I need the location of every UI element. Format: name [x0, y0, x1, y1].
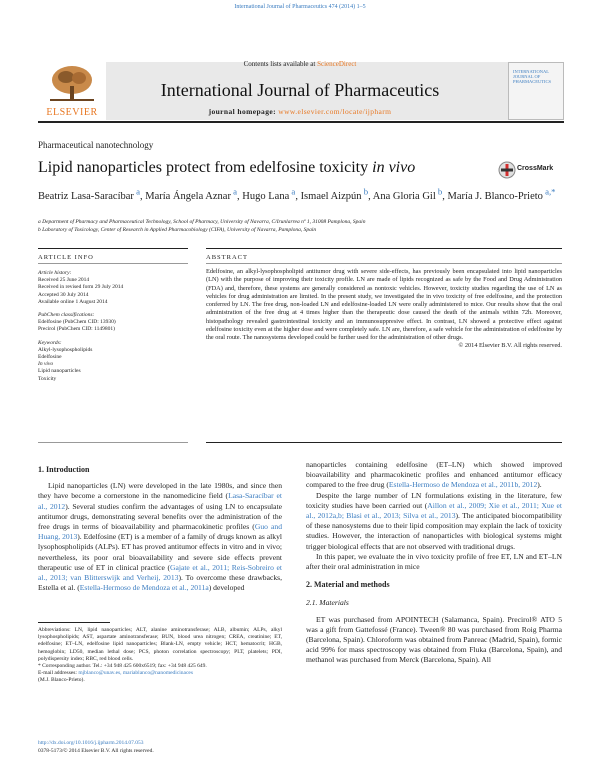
right-column [306, 460, 562, 666]
citation-link[interactable]: Lasa-Saracíbar et al., 2012 [38, 491, 282, 511]
abstract-heading: ABSTRACT [206, 254, 248, 261]
issn-copyright: 0378-5173/© 2014 Elsevier B.V. All rights reserved. [38, 747, 154, 754]
title-italic: in vivo [372, 159, 416, 176]
pubchem-item: Edelfosine (PubChem CID: 13930) [38, 319, 116, 326]
paragraph: Despite the large number of LN formulations existing in the literature, few toxicity studies have been carried out (Aillon et al., 2009; Xie et al., 2011; Xue et al., 2012a,b; Blasi et al., 2013; Silva et al., 2013). The anticipated biocompatibility of these nanosystems due to their lipid composition may explain the lack of toxicity studies. However, the interaction of nanoparticles with biological systems might trigger biological effects that are not observed with traditional drugs. [306, 490, 562, 551]
article-title [38, 159, 415, 177]
email-owner: (M.J. Blanco-Prieto). [38, 677, 85, 684]
divider [38, 442, 188, 443]
crossmark-label: CrossMark [517, 165, 554, 172]
divider [206, 263, 562, 264]
footnotes [38, 627, 282, 685]
author[interactable]: , Hugo Lana $^a$ [237, 186, 296, 202]
history-item: Available online 1 August 2014 [38, 298, 108, 305]
email-note: E-mail addresses: mjblanco@unav.es, mariablanco@nanomedicinaces [38, 670, 194, 677]
publisher-name: ELSEVIER [46, 107, 98, 118]
citation-link[interactable]: Gajate et al., 2011; Reis-Sobreiro et al., 2013; van Blitterswijk and Verheij, 2013 [38, 562, 282, 583]
paragraph: In this paper, we evaluate the in vivo toxicity profile of free ET, LN and ET–LN after their oral administration in mice [306, 551, 562, 572]
author[interactable]: , Ismael Aizpún $^b$ [295, 186, 369, 202]
footnote-rule [38, 622, 110, 623]
article-info [38, 270, 188, 383]
affiliations [38, 218, 558, 234]
crossmark-icon [498, 161, 516, 179]
author[interactable]: , María J. Blanco-Prieto $^{a,*}$ [442, 186, 556, 202]
cover-title: INTERNATIONAL JOURNAL OF PHARMACEUTICS [513, 69, 552, 84]
author-list [38, 184, 558, 204]
intro-paragraph: Lipid nanoparticles (LN) were developed in the late 1980s, and since then they have become a cornerstone in the nanomedicine field (Lasa-Saracíbar et al., 2012). Several studies confirm the advantages of using LN to encapsulate antitumor drugs, demonstrating several benefits over the administration of the free drugs in terms of bioavailability and pharmacokinetic profiles (Guo and Huang, 2013). Edelfosine (ET) is a member of a family of drugs known as alkyl lysophospholipids (ALPs). ET has proved antitumor effects in vitro and in vivo; nevertheless, its poor oral bioavailability and severe side effects prevent therapeutic use of ET in clinical practice (Gajate et al., 2011; Reis-Sobreiro et al., 2013; van Blitterswijk and Verheij, 2013). To overcome these drawbacks, Estella et al. (Estella-Hermoso de Mendoza et al., 2011a) developed [38, 481, 282, 593]
paragraph: nanoparticles containing edelfosine (ET–LN) which showed improved bioavailability and pharmacokinetic profiles and enhanced antitumor efficacy compared to the free drug (Estella-Hermoso de Mendoza et al., 2011b, 2012). [306, 460, 562, 490]
citation-link[interactable]: Estella-Hermoso de Mendoza et al., 2011a [79, 583, 209, 593]
citation-link[interactable]: Aillon et al., 2009; Xie et al., 2011; Xue et al., 2012a,b; Blasi et al., 2013; Silva et al., 2013 [306, 500, 562, 521]
crossmark-badge[interactable] [498, 161, 562, 179]
citation-link[interactable]: Estella-Hermoso de Mendoza et al., 2011b, 2012 [388, 480, 538, 490]
journal-citation-line[interactable]: International Journal of Pharmaceutics 474 (2014) 1–5 [234, 4, 366, 10]
section-label: Pharmaceutical nanotechnology [38, 140, 154, 150]
abstract-text: Edelfosine, an alkyl-lysophospholipid antitumor drug with severe side-effects, has previously been encapsulated into lipid nanoparticles (LN) with the purpose of improving their toxicity profile. LN are made of lipids recognized as safe by the Food and Drug Administration (FDA) and, therefore, these systems are generally considered as nontoxic vehicles. However, toxicity studies regarding the use of LN as vehicles for drug administration are limited. In the present study, we investigated the in vivo toxicity of free edelfosine, and the protection conferred by LN. The free drug, non-loaded LN and edelfosine-loaded LN were orally administered to mice. Our results show that the oral administration of the free drug at 4 times higher than the therapeutic dose caused the death of the animals within 72h. Moreover, histopathology revealed gastrointestinal toxicity and an immunosuppresive effect. In contrast, LN showed a protective effect against edelfosine toxicity even at the higher dose and were completely safe. LN are, therefore, a safe vehicle for the administration of edelfosine by the oral route. The nanosystems developed could be further used for the administration of other drugs. [206, 268, 562, 341]
email-link[interactable]: mjblanco@unav.es, mariablanco@nanomedicinaces [78, 670, 194, 677]
sciencedirect-link[interactable]: ScienceDirect [317, 60, 357, 68]
title-main: Lipid nanoparticles protect from edelfosine toxicity [38, 159, 373, 176]
doi-link[interactable]: http://dx.doi.org/10.1016/j.ijpharm.2014.07.053 [38, 740, 144, 746]
corresponding-author-note: * Corresponding author. Tel.: +34 948 425 600x6519; fax: +34 948 425 649. [38, 663, 207, 670]
divider [38, 248, 188, 249]
keywords-label: Keywords: [38, 339, 62, 346]
article-info-heading: ARTICLE INFO [38, 254, 94, 261]
pubchem-label: PubChem classifications: [38, 312, 95, 319]
paragraph: ET was purchased from APOINTECH (Salamanca, Spain). Precirol® ATO 5 was a gift from Gattefossé (France). Tween® 80 was purchased from Roig Pharma (Barcelona, Spain). Chloroform was obtained from Panreac (Madrid, Spain), formic acid 99% for mass spectroscopy was obtained from Fluka (Barcelona, Spain), and methanol was purchased from Merck (Barcelona, Spain). All [306, 614, 562, 665]
doi-block [38, 740, 154, 755]
divider [38, 263, 188, 264]
divider [206, 442, 562, 443]
keyword: Alkyl-lysophospholipids [38, 346, 93, 353]
header-rule [38, 121, 564, 123]
contents-prefix: Contents lists available at [243, 60, 316, 68]
author[interactable]: , María Ángela Aznar $^a$ [139, 186, 238, 202]
keyword: Edelfosine [38, 354, 62, 361]
affiliation-b: b Laboratory of Toxicology, Center of Research in Applied Pharmacobiology (CIFA), University of Navarra, Pamplona, Spain [38, 227, 317, 233]
materials-subheading: 2.1. Materials [306, 598, 349, 608]
journal-title[interactable]: International Journal of Pharmaceutics [160, 80, 440, 100]
methods-heading: 2. Material and methods [306, 580, 390, 590]
history-item: Received 25 June 2014 [38, 277, 90, 284]
intro-column [38, 465, 282, 593]
keyword: In vivo [38, 361, 54, 368]
citation-link[interactable]: Guo and Huang, 2013 [38, 522, 282, 542]
pubchem-item: Precirol (PubChem CID: 1149801) [38, 326, 115, 333]
abbreviations-note: Abbreviations: LN, lipid nanoparticles; ALT, alanine aminotransferase; ALB, albumin; ALPs, alkyl lysophospholipids; AST, aspartate aminotransferase; BUN, blood urea nitrogen; CREA, creatinine; ET, edelfosine; ET–LN, edelfosine lipid nanoparticles; Blank-LN, empty vehicle; HCT, hematocrit; HGB, hemoglobin; LD50, median lethal dose; PCS, photon correlation spectroscopy; PLT, platelets; PDI, polydispersity index; RBC, red blood cells. [38, 627, 282, 662]
author[interactable]: Beatriz Lasa-Saracíbar $^a$ [38, 186, 140, 202]
abstract [206, 268, 562, 351]
history-item: Accepted 30 July 2014 [38, 291, 89, 298]
homepage-link[interactable]: www.elsevier.com/locate/ijpharm [278, 107, 392, 116]
author[interactable]: , Ana Gloria Gil $^b$ [368, 186, 443, 202]
divider [206, 248, 562, 249]
affiliation-a: a Department of Pharmacy and Pharmaceutical Technology, School of Pharmacy, University of Navarra, C/Irunlarrea nº 1, 31008 Pamplona, Spain [38, 219, 366, 225]
keyword: Lipid nanoparticles [38, 368, 81, 375]
copyright: © 2014 Elsevier B.V. All rights reserved. [458, 342, 562, 350]
homepage-label: journal homepage: [208, 107, 276, 116]
intro-heading: 1. Introduction [38, 465, 90, 474]
history-label: Article history: [38, 270, 72, 276]
keyword: Toxicity [38, 375, 57, 382]
history-item: Received in revised form 29 July 2014 [38, 284, 124, 291]
journal-cover-thumbnail[interactable] [508, 62, 564, 120]
